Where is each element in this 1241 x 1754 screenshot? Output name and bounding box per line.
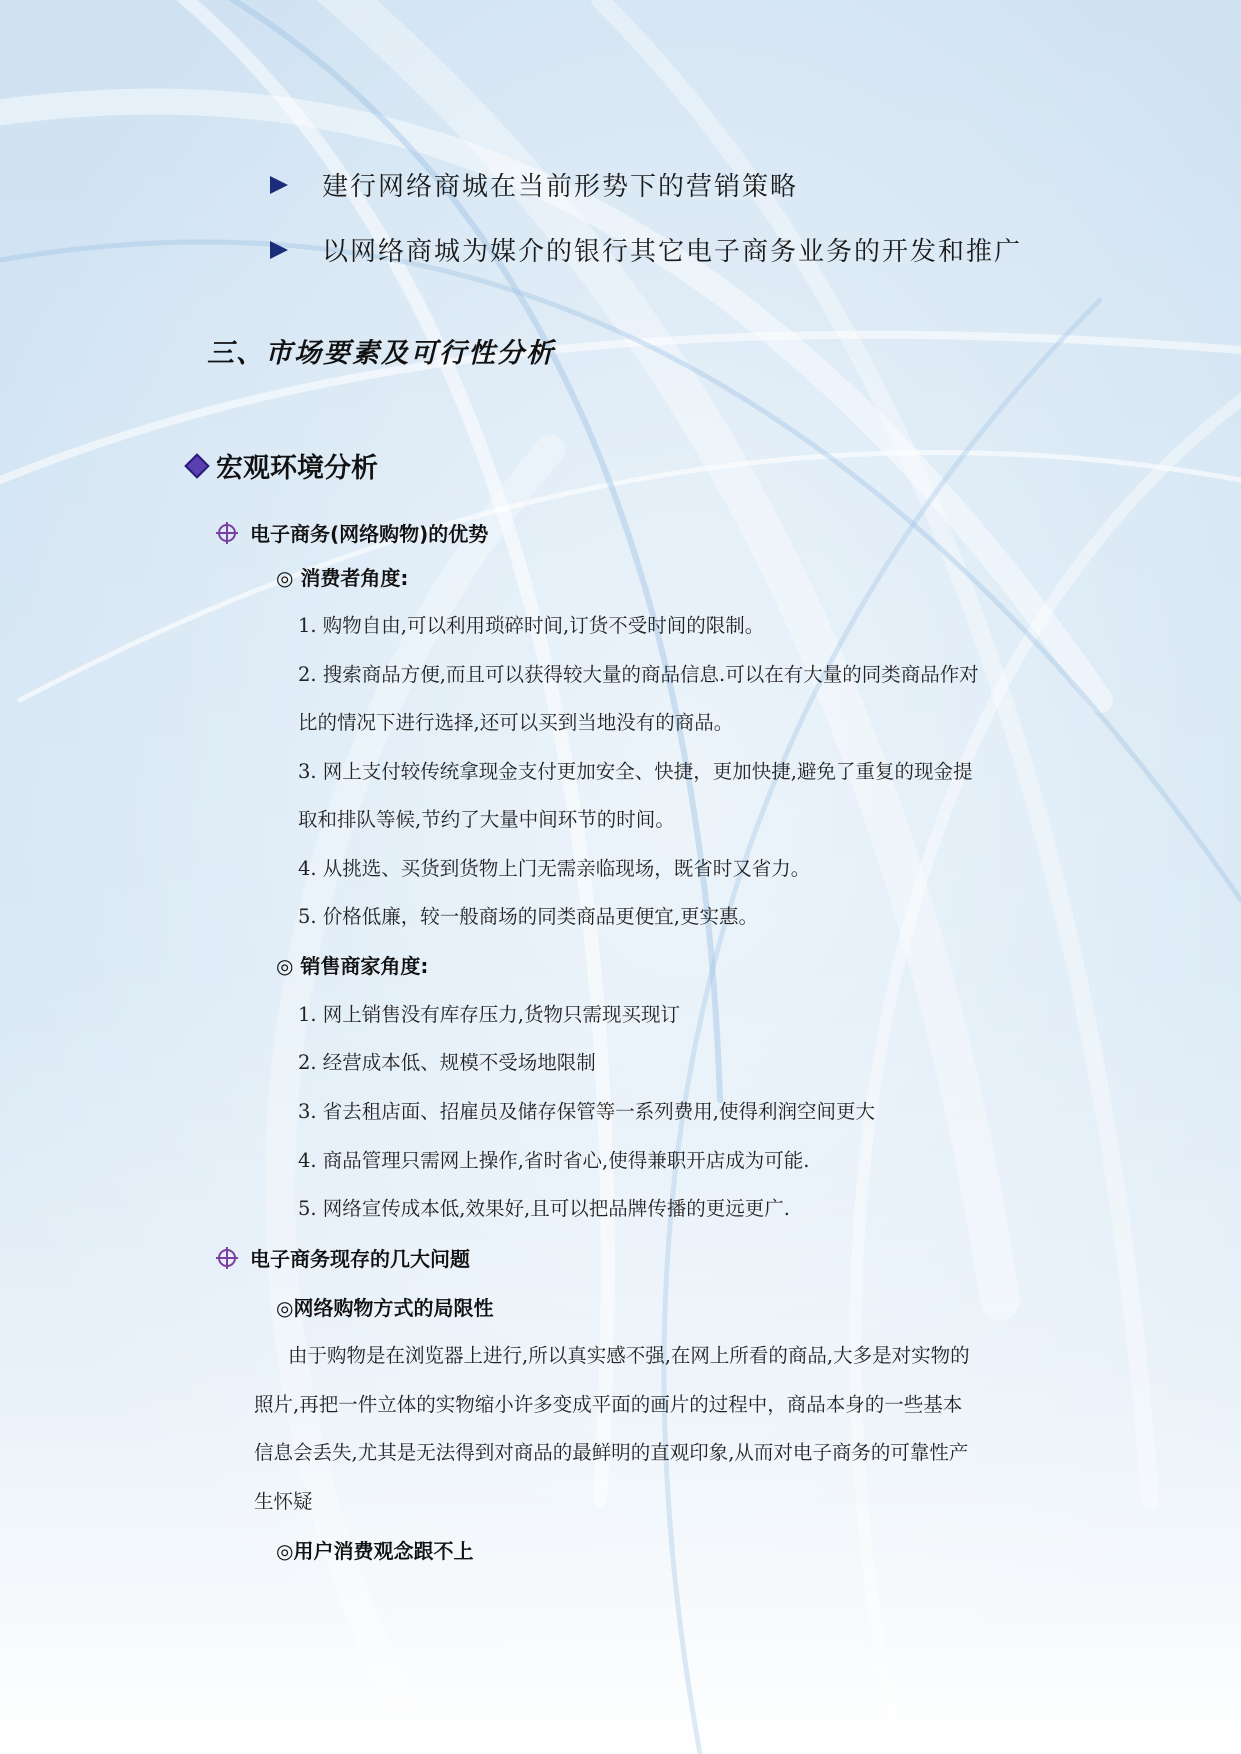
- diamond-bullet-icon: [184, 453, 209, 478]
- seller-line: 4. 商品管理只需网上操作,省时省心,使得兼职开店成为可能.: [298, 1149, 810, 1172]
- consumer-line: 1. 购物自由,可以利用琐碎时间,订货不受时间的限制。: [298, 614, 765, 637]
- concept-heading: ◎用户消费观念跟不上: [276, 1539, 474, 1563]
- seller-line: 5. 网络宣传成本低,效果好,且可以把品牌传播的更远更广.: [298, 1197, 790, 1220]
- consumer-line: 5. 价格低廉，较一般商场的同类商品更便宜,更实惠。: [298, 905, 759, 928]
- limit-line: 由于购物是在浏览器上进行,所以真实感不强,在网上所看的商品,大多是对实物的: [288, 1344, 970, 1367]
- crosshair-bullet-icon: [218, 524, 236, 542]
- seller-line: 3. 省去租店面、招雇员及储存保管等一系列费用,使得利润空间更大: [298, 1100, 876, 1123]
- seller-line: 2. 经营成本低、规模不受场地限制: [298, 1051, 596, 1074]
- section-title: 三、市场要素及可行性分析: [207, 338, 555, 369]
- problems-heading-text: 电子商务现存的几大问题: [250, 1247, 470, 1271]
- consumer-line: 取和排队等候,节约了大量中间环节的时间。: [298, 808, 675, 831]
- limit-line: 照片,再把一件立体的实物缩小许多变成平面的画片的过程中，商品本身的一些基本: [254, 1393, 963, 1416]
- top-bullet-text: 建行网络商城在当前形势下的营销策略: [322, 172, 799, 202]
- macro-heading: [188, 446, 378, 485]
- crosshair-bullet-icon: [218, 1249, 236, 1267]
- top-bullet-1: [270, 166, 798, 203]
- advantages-heading-text: 电子商务(网络购物)的优势: [250, 522, 489, 546]
- seller-line: 1. 网上销售没有库存压力,货物只需现买现订: [298, 1003, 681, 1026]
- consumer-line: 3. 网上支付较传统拿现金支付更加安全、快捷，更加快捷,避免了重复的现金提: [298, 760, 973, 783]
- limit-line: 生怀疑: [254, 1490, 313, 1513]
- seller-heading: ◎ 销售商家角度:: [276, 954, 429, 978]
- problems-heading: [218, 1243, 470, 1272]
- advantages-heading: [218, 518, 488, 547]
- consumer-line: 比的情况下进行选择,还可以买到当地没有的商品。: [298, 711, 734, 734]
- top-bullet-text: 以网络商城为媒介的银行其它电子商务业务的开发和推广: [322, 237, 1023, 267]
- limit-line: 信息会丢失,尤其是无法得到对商品的最鲜明的直观印象,从而对电子商务的可靠性产: [254, 1441, 969, 1464]
- top-bullet-2: [270, 231, 1022, 268]
- triangle-bullet-icon: [270, 241, 288, 259]
- consumer-line: 4. 从挑选、买货到货物上门无需亲临现场，既省时又省力。: [298, 857, 811, 880]
- triangle-bullet-icon: [270, 176, 288, 194]
- macro-heading-text: 宏观环境分析: [216, 453, 378, 484]
- consumer-heading: ◎ 消费者角度:: [276, 566, 409, 590]
- consumer-line: 2. 搜索商品方便,而且可以获得较大量的商品信息.可以在有大量的同类商品作对: [298, 663, 979, 686]
- limit-heading: ◎网络购物方式的局限性: [276, 1296, 494, 1320]
